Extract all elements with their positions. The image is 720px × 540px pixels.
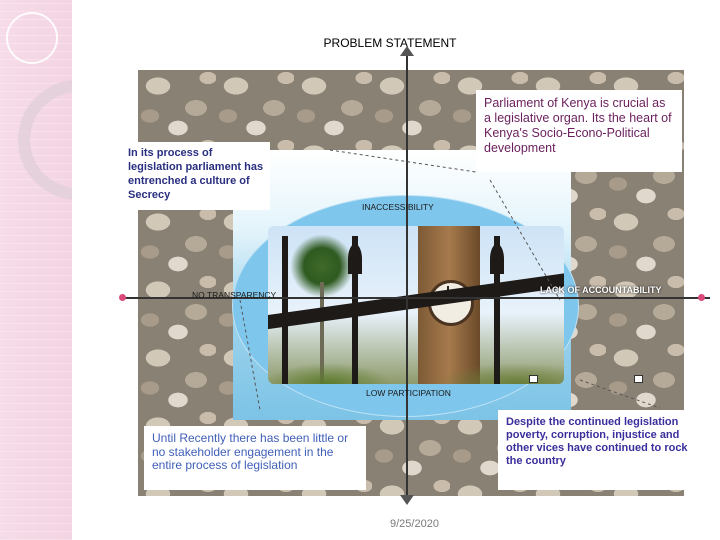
label-no-transparency: NO TRANSPARENCY — [192, 290, 277, 300]
dashed-guide-bottom — [580, 380, 660, 408]
callout-bottom-right: Despite the continued legislation poverty, corruption, injustice and other vices have continued to rock the country — [498, 410, 698, 490]
dashed-guide-left — [240, 300, 260, 410]
label-inaccessibility: INACCESSIBILITY — [362, 202, 434, 212]
dashed-guide-top — [330, 150, 476, 172]
label-lack-of-accountability: LACK OF ACCOUNTABILITY — [540, 285, 662, 295]
callout-bottom-left: Until Recently there has been little or no stakeholder engagement in the entire process of legislation — [144, 426, 366, 490]
slide-title: PROBLEM STATEMENT — [323, 36, 457, 50]
dashed-guide-right — [490, 180, 560, 300]
callout-top-left: In its process of legislation parliament has entrenched a culture of Secrecy — [122, 142, 270, 210]
label-low-participation: LOW PARTICIPATION — [366, 388, 451, 398]
connector-square-icon — [634, 375, 643, 383]
slide-date: 9/25/2020 — [390, 518, 439, 530]
callout-top-right: Parliament of Kenya is crucial as a legislative organ. Its the heart of Kenya's Socio-Econo-Political development — [476, 90, 682, 172]
connector-square-icon — [529, 375, 538, 383]
